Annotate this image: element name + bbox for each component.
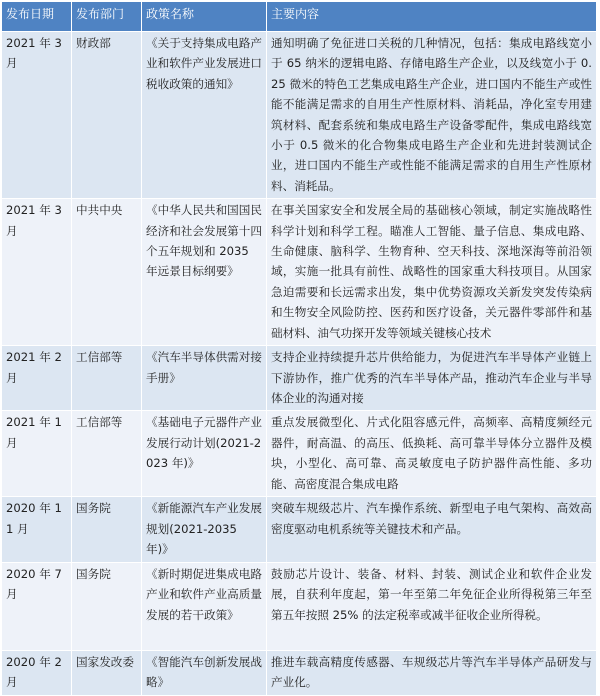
table-row bbox=[2, 650, 597, 695]
cell-name: 《新时期促进集成电路产业和软件产业高质量发展的若干政策》 bbox=[142, 562, 267, 650]
table-row bbox=[2, 199, 597, 346]
policy-table bbox=[1, 1, 597, 696]
cell-date: 2020 年 2 月 bbox=[2, 650, 72, 695]
cell-dept: 工信部等 bbox=[72, 346, 142, 411]
cell-dept: 国务院 bbox=[72, 497, 142, 562]
header-date: 发布日期 bbox=[2, 2, 72, 32]
cell-dept: 国务院 bbox=[72, 562, 142, 650]
cell-date: 2021 年 3 月 bbox=[2, 199, 72, 346]
cell-content: 鼓励芯片设计、装备、材料、封装、测试企业和软件企业发展，自获利年度起，第一年至第二年免征企业所得税第三年至第五年按照 25% 的法定税率或减半征收企业所得税。 bbox=[267, 562, 597, 650]
cell-name: 《中华人民共和国国民经济和社会发展第十四个五年规划和 2035 年远景目标纲要》 bbox=[142, 199, 267, 346]
cell-name: 《基础电子元器件产业发展行动计划(2021-2023 年)》 bbox=[142, 411, 267, 497]
cell-date: 2021 年 2 月 bbox=[2, 346, 72, 411]
cell-date: 2020 年 7 月 bbox=[2, 562, 72, 650]
cell-dept: 工信部等 bbox=[72, 411, 142, 497]
cell-dept: 中共中央 bbox=[72, 199, 142, 346]
cell-content: 重点发展微型化、片式化阻容感元件，高频率、高精度频经元器件，耐高温、的高压、低换耗、高可靠半导体分立器件及模块，小型化、高可靠、高灵敏度电子防护器件高性能、多功能、高密度混合集成电路 bbox=[267, 411, 597, 497]
cell-date: 2021 年 3 月 bbox=[2, 32, 72, 199]
cell-content: 突破车规级芯片、汽车操作系统、新型电子电气架构、高效高密度驱动电机系统等关键技术和产品。 bbox=[267, 497, 597, 562]
cell-content: 通知明确了免征进口关税的几种情况，包括：集成电路线宽小于 65 纳米的逻辑电路、存储电路生产企业，以及线宽小于 0.25 微米的特色工艺集成电路生产企业，进口国内不能生产或性能不能满足需求的自用生产性原材料、消耗品，净化室专用建筑材料、配套系统和集成电路生产设备零配件，集成电路线宽小于 0.5 微米的化合物集成电路生产企业和先进封装测试企业，进口国内不能生产或性能不能满足需求的自用生产性原材料、消耗品。 bbox=[267, 32, 597, 199]
cell-date: 2020 年 11 月 bbox=[2, 497, 72, 562]
cell-name: 《汽车半导体供需对接手册》 bbox=[142, 346, 267, 411]
table-row bbox=[2, 346, 597, 411]
cell-name: 《关于支持集成电路产业和软件产业发展进口税收政策的通知》 bbox=[142, 32, 267, 199]
cell-content: 支持企业持续提升芯片供给能力，为促进汽车半导体产业链上下游协作，推广优秀的汽车半导体产品，推动汽车企业与半导体企业的沟通对接 bbox=[267, 346, 597, 411]
header-content: 主要内容 bbox=[267, 2, 597, 32]
cell-dept: 财政部 bbox=[72, 32, 142, 199]
header-row bbox=[2, 2, 597, 32]
cell-content: 在事关国家安全和发展全局的基础核心领域，制定实施战略性科学计划和科学工程。瞄准人工智能、量子信息、集成电路、生命健康、脑科学、生物育种、空天科技、深地深海等前沿领域，实施一批具有前性、战略性的国家重大科技项目。从国家急迫需要和长远需求出发，集中优势资源攻关新发突发传染病和生物安全风险防控、医药和医疗设备，关元器件零部件和基础材料、油气功探开发等领域关键核心技术 bbox=[267, 199, 597, 346]
cell-content: 推进车载高精度传感器、车规级芯片等汽车半导体产品研发与产业化。 bbox=[267, 650, 597, 695]
header-name: 政策名称 bbox=[142, 2, 267, 32]
table-row bbox=[2, 562, 597, 650]
cell-date: 2021 年 1 月 bbox=[2, 411, 72, 497]
header-dept: 发布部门 bbox=[72, 2, 142, 32]
cell-name: 《新能源汽车产业发展规划(2021-2035 年)》 bbox=[142, 497, 267, 562]
table-row bbox=[2, 32, 597, 199]
cell-dept: 国家发改委 bbox=[72, 650, 142, 695]
table-row bbox=[2, 497, 597, 562]
table-row bbox=[2, 411, 597, 497]
cell-name: 《智能汽车创新发展战略》 bbox=[142, 650, 267, 695]
